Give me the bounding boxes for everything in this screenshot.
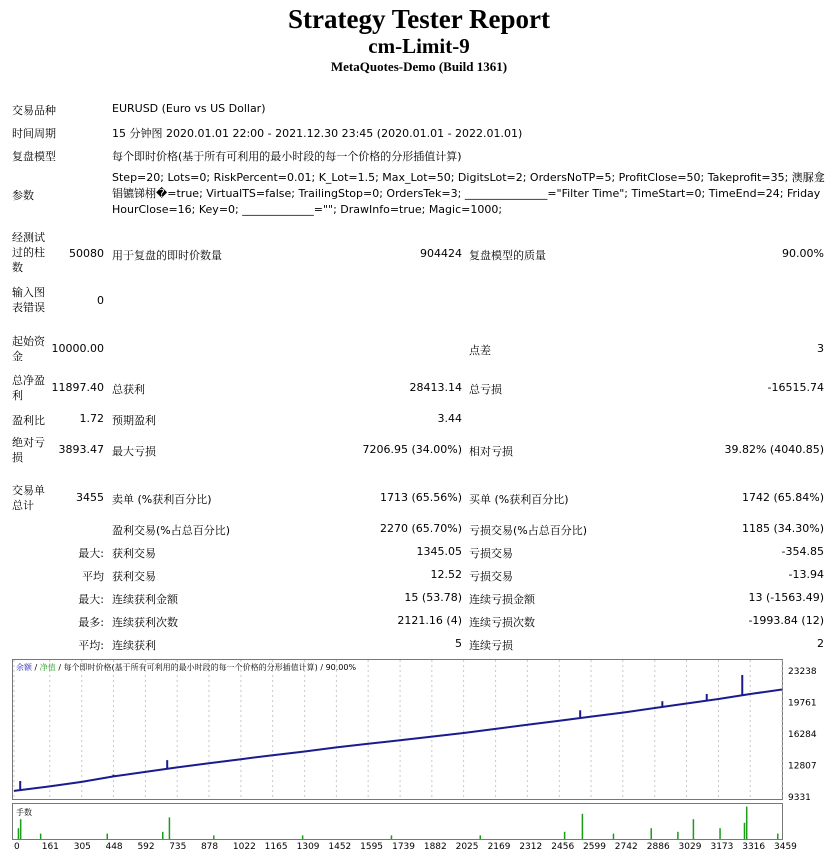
x-tick-label: 161	[41, 842, 59, 852]
x-tick-label: 1022	[232, 842, 256, 852]
ticks-value: 904424	[420, 247, 462, 260]
x-tick-label: 2742	[614, 842, 638, 852]
gross-profit-label: 总获利	[112, 383, 145, 396]
x-tick-label: 448	[105, 842, 123, 852]
profit-trades-label: 盈利交易(%占总百分比)	[112, 524, 231, 537]
x-tick-label: 592	[137, 842, 155, 852]
avg-consecutive-losses-label: 连续亏损	[469, 639, 513, 652]
profit-factor-value: 1.72	[79, 412, 104, 425]
x-tick-label: 2169	[487, 842, 511, 852]
x-tick-label: 3173	[710, 842, 734, 852]
x-axis-labels	[14, 842, 797, 852]
lots-label: 手数	[16, 808, 32, 817]
x-tick-label: 735	[169, 842, 187, 852]
expert-name: cm-Limit-9	[368, 34, 470, 58]
spread-label: 点差	[469, 344, 491, 357]
avg-consecutive-wins-value: 5	[455, 637, 462, 650]
model-label: 复盘模型	[12, 150, 56, 163]
net-profit-label: 总净盈利	[12, 374, 45, 402]
symbol-value: EURUSD (Euro vs US Dollar)	[112, 102, 266, 115]
short-positions-label: 卖单 (%获利百分比)	[112, 493, 212, 506]
report-title: Strategy Tester Report	[288, 4, 550, 34]
largest-loss-value: -354.85	[781, 545, 824, 558]
total-trades-label: 交易单总计	[12, 484, 45, 512]
x-tick-label: 1452	[328, 842, 352, 852]
avg-consecutive-prefix: 平均:	[78, 639, 104, 652]
average-prefix: 平均	[82, 570, 104, 583]
params-value: Step=20; Lots=0; RiskPercent=0.01; K_Lot=1.5; Max_Lot=50; DigitsLot=2; OrdersNoTP=5; ProfitClose=50; Takeprofit=35; 澳脲龛锠镳锑栩�=true; VirtualTS=false; TrailingStop=0; OrdersTek=3; _______________="Filter Time"; TimeStart=0; TimeEnd=24; FridayHourClose=16; Key=0; _____________=""; DrawInfo=true; Magic=1000;	[112, 171, 825, 216]
largest-profit-value: 1345.05	[416, 545, 462, 558]
lots-plot-frame	[13, 804, 783, 840]
y-axis-labels	[788, 667, 817, 803]
max-drawdown-value: 7206.95 (34.00%)	[362, 443, 462, 456]
params-label: 参数	[12, 189, 34, 202]
max-consecutive-wins-label: 连续获利金额	[112, 593, 178, 606]
errors-label: 输入图表错误	[12, 286, 45, 314]
x-tick-label: 2886	[646, 842, 670, 852]
short-positions-value: 1713 (65.56%)	[379, 491, 462, 504]
average-loss-label: 亏损交易	[469, 570, 513, 583]
x-tick-label: 3316	[742, 842, 766, 852]
x-tick-label: 2025	[455, 842, 479, 852]
server-build: MetaQuotes-Demo (Build 1361)	[330, 59, 508, 74]
gross-profit-value: 28413.14	[409, 381, 462, 394]
avg-consecutive-losses-value: 2	[817, 637, 824, 650]
legend-model: / 每个即时价格(基于所有可利用的最小时段的每一个价格的分形插值计算) / 90.00%	[55, 663, 357, 672]
largest-loss-label: 亏损交易	[469, 547, 513, 560]
most-prefix: 最多:	[78, 616, 104, 629]
gross-loss-value: -16515.74	[767, 381, 824, 394]
x-tick-label: 1739	[392, 842, 416, 852]
loss-trades-label: 亏损交易(%占总百分比)	[469, 524, 588, 537]
model-value: 每个即时价格(基于所有可利用的最小时段的每一个价格的分形插值计算)	[112, 150, 462, 163]
quality-value: 90.00%	[782, 247, 824, 260]
max-drawdown-label: 最大亏损	[112, 445, 156, 458]
period-value: 15 分钟图 2020.01.01 22:00 - 2021.12.30 23:45 (2020.01.01 - 2022.01.01)	[112, 127, 523, 140]
bars-label: 经测试过的柱数	[12, 231, 45, 274]
profit-factor-label: 盈利比	[12, 414, 45, 427]
x-tick-label: 1165	[264, 842, 288, 852]
x-tick-label: 1882	[423, 842, 447, 852]
y-tick-label: 16284	[788, 730, 817, 741]
period-label: 时间周期	[12, 127, 56, 140]
quality-label: 复盘模型的质量	[469, 249, 546, 262]
max-consecutive-prefix: 最大:	[78, 593, 104, 606]
bars-value: 50080	[69, 247, 104, 260]
gross-loss-label: 总亏损	[469, 383, 502, 396]
x-tick-label: 1595	[360, 842, 384, 852]
max-consecutive-losses-value: 13 (-1563.49)	[748, 591, 824, 604]
legend-separator: /	[32, 663, 40, 672]
balance-plot-frame	[13, 660, 783, 800]
ticks-label: 用于复盘的即时价数量	[112, 249, 222, 262]
long-positions-label: 买单 (%获利百分比)	[469, 493, 569, 506]
x-tick-label: 3029	[678, 842, 702, 852]
max-consecutive-loss-value: -1993.84 (12)	[748, 614, 824, 627]
balance-chart	[12, 659, 817, 853]
long-positions-value: 1742 (65.84%)	[741, 491, 824, 504]
y-tick-label: 12807	[788, 761, 817, 772]
expected-payoff-label: 预期盈利	[112, 414, 156, 427]
max-consecutive-profit-label: 连续获利次数	[112, 616, 178, 629]
x-tick-label: 0	[14, 842, 20, 852]
abs-drawdown-value: 3893.47	[58, 443, 104, 456]
deposit-value: 10000.00	[51, 342, 104, 355]
y-tick-label: 9331	[788, 793, 811, 803]
x-tick-label: 3459	[774, 842, 797, 852]
deposit-label: 起始资金	[12, 335, 45, 363]
max-consecutive-profit-value: 2121.16 (4)	[397, 614, 462, 627]
net-profit-value: 11897.40	[51, 381, 104, 394]
x-tick-label: 2599	[583, 842, 606, 852]
profit-trades-value: 2270 (65.70%)	[379, 522, 462, 535]
y-tick-label: 23238	[788, 667, 817, 677]
y-tick-label: 19761	[788, 698, 817, 709]
errors-value: 0	[97, 294, 104, 307]
largest-profit-label: 获利交易	[112, 547, 156, 560]
x-tick-label: 878	[200, 842, 219, 852]
max-consecutive-losses-label: 连续亏损金额	[469, 593, 535, 606]
average-profit-value: 12.52	[430, 568, 462, 581]
symbol-label: 交易品种	[12, 104, 56, 117]
chart-legend	[16, 662, 356, 672]
legend-balance: 余额	[16, 663, 32, 672]
x-tick-label: 2456	[551, 842, 575, 852]
average-loss-value: -13.94	[788, 568, 824, 581]
x-tick-label: 2312	[519, 842, 543, 852]
largest-prefix: 最大:	[78, 547, 104, 560]
average-profit-label: 获利交易	[112, 570, 156, 583]
x-tick-label: 305	[73, 842, 91, 852]
max-consecutive-loss-label: 连续亏损次数	[469, 616, 535, 629]
max-consecutive-wins-value: 15 (53.78)	[404, 591, 462, 604]
avg-consecutive-wins-label: 连续获利	[112, 639, 156, 652]
abs-drawdown-label: 绝对亏损	[12, 436, 45, 464]
rel-drawdown-value: 39.82% (4040.85)	[724, 443, 824, 456]
spread-value: 3	[817, 342, 824, 355]
total-trades-value: 3455	[76, 491, 104, 504]
rel-drawdown-label: 相对亏损	[469, 445, 513, 458]
legend-equity: 净值	[39, 663, 56, 672]
expected-payoff-value: 3.44	[437, 412, 462, 425]
loss-trades-value: 1185 (34.30%)	[741, 522, 824, 535]
x-tick-label: 1309	[296, 842, 320, 852]
